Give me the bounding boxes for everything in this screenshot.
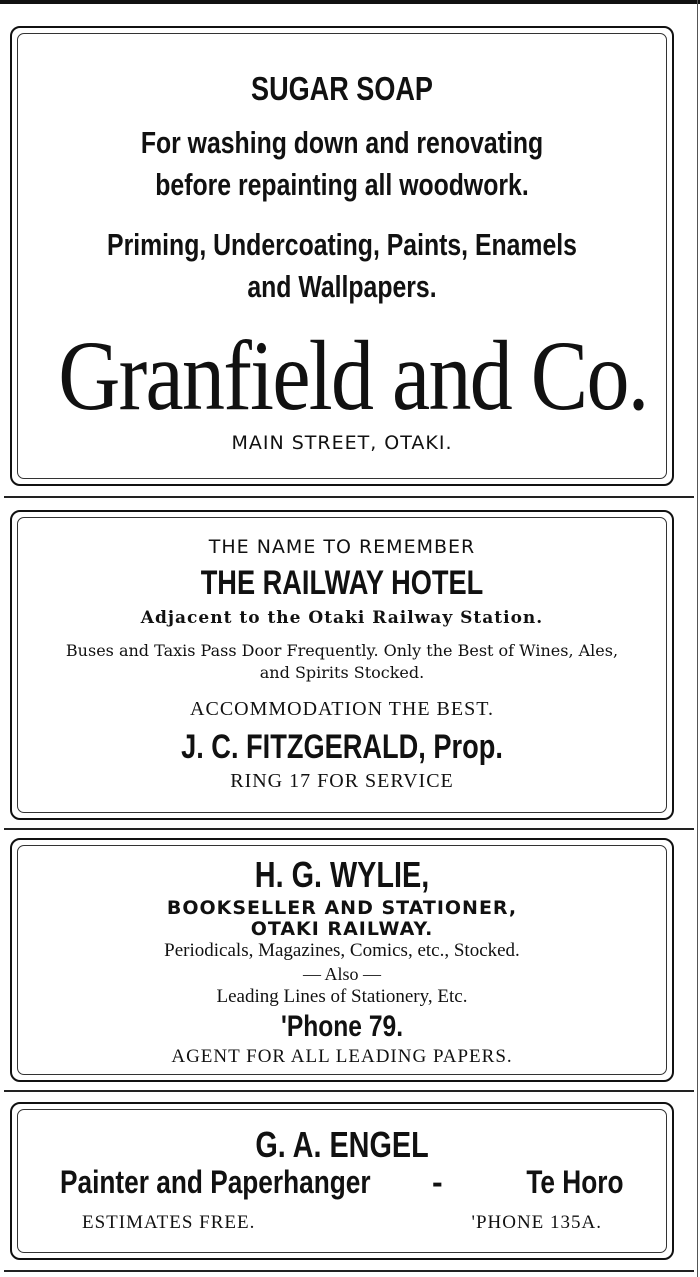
divider	[4, 828, 694, 830]
ad-products: Priming, Undercoating, Paints, Enamels and Wallpapers.	[107, 227, 577, 304]
agent-line: AGENT FOR ALL LEADING PAPERS.	[171, 1046, 513, 1067]
sugar-soap-advertisement	[10, 26, 674, 486]
proprietor-name: J. C. FITZGERALD, Prop.	[181, 728, 503, 766]
hotel-name: THE RAILWAY HOTEL	[200, 564, 484, 602]
ad-title: SUGAR SOAP	[251, 70, 433, 107]
right-margin-line	[697, 0, 698, 1277]
divider	[4, 1090, 694, 1092]
company-address: MAIN STREET, OTAKI.	[231, 432, 453, 454]
engel-advertisement	[10, 1102, 674, 1260]
ring-service: RING 17 FOR SERVICE	[230, 770, 454, 792]
phone-number: 'Phone 79.	[280, 1010, 404, 1043]
railway-hotel-advertisement	[10, 510, 674, 820]
business-place: Te Horo	[526, 1164, 624, 1200]
divider	[4, 1270, 694, 1272]
ad-description: For washing down and renovating before repainting all woodwork.	[140, 125, 544, 202]
divider	[4, 496, 694, 498]
also-line: — Also —	[302, 964, 381, 984]
stocked-line: Periodicals, Magazines, Comics, etc., Stocked.	[164, 940, 520, 961]
ad-tagline: THE NAME TO REMEMBER	[208, 536, 476, 558]
phone-number: 'PHONE 135A.	[471, 1212, 602, 1233]
business-location: OTAKI RAILWAY.	[250, 918, 434, 940]
estimates-line: ESTIMATES FREE.	[82, 1212, 256, 1233]
trade-line: BOOKSELLER AND STATIONER,	[166, 897, 518, 919]
business-trade: Painter and Paperhanger	[60, 1164, 371, 1200]
wylie-advertisement	[10, 838, 674, 1082]
hotel-location: Adjacent to the Otaki Railway Station.	[140, 608, 544, 628]
business-name: G. A. ENGEL	[255, 1124, 429, 1165]
business-trade	[12, 898, 672, 940]
stationery-line: Leading Lines of Stationery, Etc.	[216, 986, 468, 1007]
company-name: Granfield and Co.	[58, 320, 648, 431]
top-rule	[0, 0, 700, 4]
business-name: H. G. WYLIE,	[254, 854, 430, 895]
accommodation-line: ACCOMMODATION THE BEST.	[190, 698, 494, 720]
separator-dash: -	[432, 1164, 443, 1200]
hotel-info: Buses and Taxis Pass Door Frequently. Only the Best of Wines, Ales, and Spirits Stocked.	[65, 641, 619, 682]
